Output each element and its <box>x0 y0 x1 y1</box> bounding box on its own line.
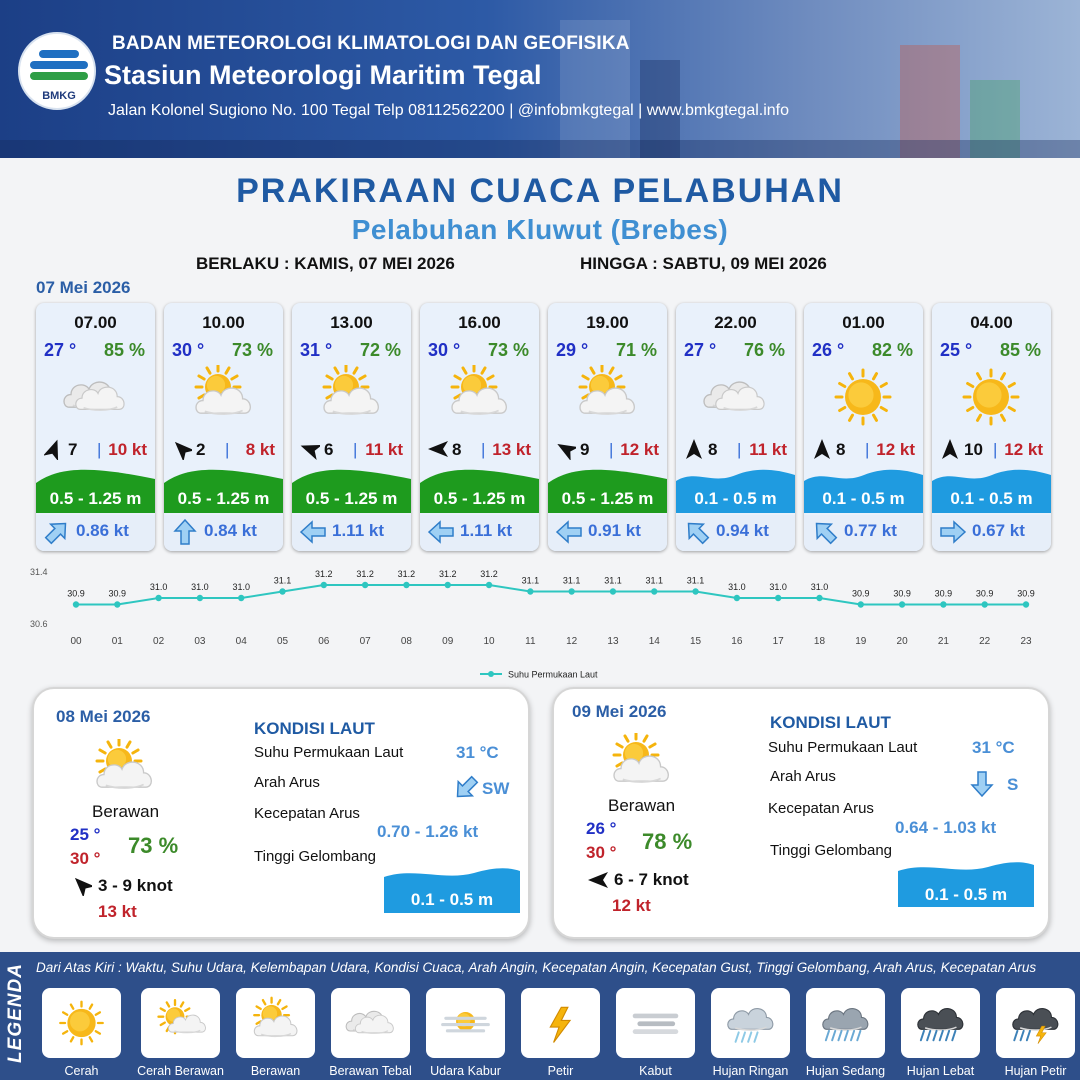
current-direction-icon <box>940 519 966 545</box>
sst-data-point <box>114 601 120 607</box>
sst-data-label: 31.0 <box>728 582 746 592</box>
wind-direction-icon <box>940 438 960 460</box>
hourly-card <box>36 303 155 551</box>
day2-panel <box>32 687 530 939</box>
wind-direction-icon <box>812 438 832 460</box>
sst-series-line <box>76 585 1026 605</box>
sst-data-point <box>568 588 574 594</box>
valid-from: BERLAKU : KAMIS, 07 MEI 2026 <box>196 254 455 273</box>
wind-speed: 9 <box>580 440 590 459</box>
berawan-icon <box>316 365 386 429</box>
berawan-tebal-icon <box>60 365 130 429</box>
legend-item <box>901 988 980 1078</box>
day2-wind-speed: 3 - 9 knot <box>98 876 173 895</box>
wind-speed: 6 <box>324 440 334 459</box>
wind-direction-icon <box>44 438 64 460</box>
forecast-time: 01.00 <box>842 313 885 332</box>
wave-height: 0.1 - 0.5 m <box>694 489 777 508</box>
day3-wave-label: Tinggi Gelombang <box>770 842 893 859</box>
x-tick-label: 07 <box>359 636 371 647</box>
chart-legend-label: Suhu Permukaan Laut <box>508 669 598 680</box>
current-row <box>36 515 155 551</box>
sst-data-label: 31.2 <box>315 569 333 579</box>
day3-current-speed: 0.64 - 1.03 kt <box>895 818 997 837</box>
legend-item <box>996 988 1075 1078</box>
separator-bar: | <box>737 440 742 459</box>
day3-temp-min: 26 ° <box>586 819 617 838</box>
hujan-ringan-icon <box>723 996 778 1050</box>
sst-data-label: 31.1 <box>604 575 622 586</box>
cerah-icon <box>54 996 109 1050</box>
separator-bar: | <box>225 440 230 459</box>
day3-condition: Berawan <box>608 796 676 815</box>
wind-speed: 8 <box>836 440 846 459</box>
air-temperature: 30 ° <box>172 340 205 360</box>
day2-gust: 13 kt <box>98 902 137 921</box>
x-tick-label: 16 <box>731 636 743 647</box>
current-speed: 0.86 kt <box>76 521 129 540</box>
hourly-card <box>932 303 1051 551</box>
x-tick-label: 12 <box>566 636 578 647</box>
separator-bar: | <box>865 440 870 459</box>
legend-label: Udara Kabur <box>430 1064 501 1078</box>
current-direction-icon <box>556 519 582 545</box>
day2-current-speed-label: Kecepatan Arus <box>254 805 360 822</box>
current-row <box>676 515 795 551</box>
humidity: 72 % <box>359 340 401 360</box>
legend-icon-box <box>42 988 121 1058</box>
gust-speed: 13 kt <box>492 440 531 459</box>
humidity: 73 % <box>231 340 273 360</box>
legend-label: Berawan <box>250 1064 301 1078</box>
day2-condition: Berawan <box>92 802 160 821</box>
sst-data-label: 30.9 <box>975 588 994 599</box>
legend-side-label <box>2 956 30 1080</box>
air-temperature: 27 ° <box>684 340 717 360</box>
forecast-time: 10.00 <box>202 313 245 332</box>
day2-current-direction: SW <box>482 779 510 798</box>
x-tick-label: 04 <box>235 636 247 647</box>
x-tick-label: 02 <box>153 636 165 647</box>
valid-to: HINGGA : SABTU, 09 MEI 2026 <box>580 254 827 273</box>
sst-data-point <box>445 582 451 588</box>
gust-speed: 10 kt <box>108 440 147 459</box>
wind-direction-icon <box>556 438 576 460</box>
legend-label: Hujan Petir <box>1004 1064 1067 1078</box>
legend-icon-box <box>426 988 505 1058</box>
day2-current-direction-icon <box>452 775 480 801</box>
day1-date: 07 Mei 2026 <box>36 278 131 297</box>
current-direction-icon <box>300 519 326 545</box>
forecast-time: 19.00 <box>586 313 629 332</box>
hujan-lebat-icon <box>913 996 968 1050</box>
sst-data-label: 31.0 <box>191 582 209 592</box>
day2-temp-min: 25 ° <box>70 825 101 844</box>
humidity: 85 % <box>999 340 1041 360</box>
sst-data-label: 30.9 <box>893 588 911 599</box>
x-tick-label: 13 <box>607 636 619 647</box>
udara-kabur-icon <box>438 996 493 1050</box>
sst-data-label: 30.9 <box>934 588 953 599</box>
sst-data-point <box>279 588 285 594</box>
current-direction-icon <box>172 519 198 545</box>
legend-item <box>426 988 505 1078</box>
day2-sst-value: 31 °C <box>456 743 499 762</box>
x-tick-label: 18 <box>813 636 826 647</box>
berawan-tebal-icon <box>343 996 398 1050</box>
kabut-icon <box>628 996 683 1050</box>
humidity: 82 % <box>871 340 913 360</box>
legend-label: Hujan Lebat <box>906 1064 975 1078</box>
current-row <box>932 515 1051 551</box>
legend <box>0 952 1080 1080</box>
wind-speed: 8 <box>452 440 462 459</box>
bmkg-logo <box>18 32 96 110</box>
air-temperature: 26 ° <box>812 340 845 360</box>
current-direction-icon <box>812 519 838 545</box>
sst-data-point <box>858 601 864 607</box>
legend-icon-box <box>806 988 885 1058</box>
sst-data-label: 30.9 <box>852 588 870 599</box>
y-tick-label: 31.4 <box>30 567 48 577</box>
sst-chart <box>28 566 1058 684</box>
day3-gust: 12 kt <box>612 896 651 915</box>
sst-data-label: 30.9 <box>1017 588 1035 599</box>
page-title: PRAKIRAAN CUACA PELABUHAN <box>236 172 844 210</box>
legend-item <box>521 988 600 1078</box>
separator-bar: | <box>97 440 102 459</box>
sst-data-point <box>734 595 740 601</box>
legend-icon-box <box>141 988 220 1058</box>
forecast-time: 04.00 <box>970 313 1013 332</box>
current-speed: 0.94 kt <box>716 521 769 540</box>
wind-direction-icon <box>684 438 704 460</box>
sst-data-label: 31.2 <box>438 569 457 579</box>
separator-bar: | <box>353 440 358 459</box>
day3-weather-icon <box>606 733 676 797</box>
station-name: Stasiun Meteorologi Maritim Tegal <box>104 60 542 90</box>
org-name: BADAN METEOROLOGI KLIMATOLOGI DAN GEOFISIKA <box>112 33 630 54</box>
x-tick-label: 08 <box>400 636 412 647</box>
forecast-time: 13.00 <box>330 313 373 332</box>
gust-speed: 11 kt <box>365 440 403 459</box>
legend-item <box>236 988 315 1078</box>
air-temperature: 31 ° <box>300 340 333 360</box>
hourly-card <box>676 303 795 551</box>
forecast-time: 22.00 <box>714 313 757 332</box>
current-speed: 1.11 kt <box>460 521 512 540</box>
day2-current-dir-label: Arah Arus <box>254 774 320 791</box>
sst-data-point <box>321 582 327 588</box>
wave-height: 0.5 - 1.25 m <box>433 489 526 508</box>
sst-data-point <box>981 601 987 607</box>
legend-label: Petir <box>547 1064 574 1078</box>
sst-data-point <box>816 595 822 601</box>
legend-item <box>711 988 790 1078</box>
day3-wave-height: 0.1 - 0.5 m <box>924 885 1008 904</box>
legend-item <box>329 988 412 1078</box>
day2-wind-direction-icon <box>72 874 92 896</box>
wave-height: 0.1 - 0.5 m <box>950 489 1033 508</box>
current-speed: 0.84 kt <box>204 521 257 540</box>
day2-wave-height: 0.1 - 0.5 m <box>410 890 494 909</box>
sst-data-point <box>1023 601 1029 607</box>
forecast-time: 07.00 <box>74 313 117 332</box>
current-speed: 0.67 kt <box>972 521 1025 540</box>
current-direction-icon <box>684 519 710 545</box>
legend-item <box>137 988 224 1078</box>
wind-speed: 2 <box>196 440 206 459</box>
day2-date: 08 Mei 2026 <box>56 707 151 726</box>
gust-speed: 12 kt <box>876 440 915 459</box>
legend-icon-box <box>236 988 315 1058</box>
day3-sea-condition-heading: KONDISI LAUT <box>770 713 891 732</box>
legend-label: Cerah Berawan <box>137 1064 224 1078</box>
legend-label: Hujan Sedang <box>805 1064 886 1078</box>
hujan-petir-icon <box>1008 996 1063 1050</box>
sst-data-label: 30.9 <box>108 588 127 599</box>
sst-data-label: 31.2 <box>397 569 416 579</box>
cerah-icon <box>828 365 898 429</box>
day3-wind-speed: 6 - 7 knot <box>614 870 689 889</box>
cerah-icon <box>956 365 1026 429</box>
wind-direction-icon <box>300 438 320 460</box>
sst-data-point <box>692 588 698 594</box>
x-tick-label: 10 <box>483 636 495 647</box>
hourly-card <box>548 303 667 551</box>
hourly-card <box>804 303 923 551</box>
day2-sea-condition-heading: KONDISI LAUT <box>254 719 375 738</box>
sst-data-point <box>238 595 244 601</box>
x-tick-label: 21 <box>937 636 949 647</box>
sst-data-point <box>940 601 946 607</box>
berawan-icon <box>444 365 514 429</box>
air-temperature: 27 ° <box>44 340 77 360</box>
berawan-icon <box>248 996 303 1050</box>
x-tick-label: 00 <box>70 636 82 647</box>
sst-data-label: 30.9 <box>67 588 85 599</box>
day2-sst-label: Suhu Permukaan Laut <box>254 744 404 761</box>
gust-speed: 12 kt <box>1004 440 1043 459</box>
header-banner <box>0 0 1080 158</box>
separator-bar: | <box>609 440 614 459</box>
x-tick-label: 01 <box>111 636 123 647</box>
legend-icon-box <box>711 988 790 1058</box>
legend-icon-box <box>521 988 600 1058</box>
humidity: 73 % <box>487 340 529 360</box>
x-tick-label: 22 <box>979 636 991 647</box>
day3-temp-max: 30 ° <box>586 843 617 862</box>
legend-label: Kabut <box>639 1064 672 1078</box>
legend-label: Hujan Ringan <box>712 1064 789 1078</box>
day2-weather-icon <box>89 739 159 803</box>
x-tick-label: 23 <box>1020 636 1032 647</box>
wave-height: 0.5 - 1.25 m <box>561 489 654 508</box>
sst-data-point <box>155 595 161 601</box>
sst-data-point <box>197 595 203 601</box>
sst-data-point <box>775 595 781 601</box>
legend-label: Cerah <box>64 1064 99 1078</box>
day3-wind-direction-icon <box>588 869 608 891</box>
forecast-time: 16.00 <box>458 313 501 332</box>
sst-data-point <box>527 588 533 594</box>
gust-speed: 11 kt <box>749 440 787 459</box>
sst-data-label: 31.1 <box>562 575 581 586</box>
current-direction-icon <box>428 519 454 545</box>
day3-humidity: 78 % <box>642 829 693 854</box>
sst-data-label: 31.0 <box>810 582 829 592</box>
chart-legend-marker <box>488 671 494 677</box>
x-tick-label: 20 <box>896 636 908 647</box>
cerah-berawan-icon <box>153 996 208 1050</box>
legend-item <box>805 988 886 1078</box>
sst-data-point <box>899 601 905 607</box>
current-direction-icon <box>44 519 70 545</box>
day3-current-direction-icon <box>968 771 996 797</box>
wind-speed: 7 <box>68 440 78 459</box>
day3-sst-value: 31 °C <box>972 738 1015 757</box>
x-tick-label: 05 <box>276 636 289 647</box>
sst-data-label: 31.2 <box>480 569 498 579</box>
logo-text: BMKG <box>42 90 76 102</box>
sst-data-label: 31.0 <box>232 582 250 592</box>
gust-speed: 12 kt <box>620 440 659 459</box>
current-row <box>164 515 283 551</box>
sst-data-label: 31.0 <box>769 582 787 592</box>
current-speed: 0.91 kt <box>588 521 641 540</box>
day2-current-speed: 0.70 - 1.26 kt <box>377 822 479 841</box>
page-subtitle: Pelabuhan Kluwut (Brebes) <box>351 214 729 245</box>
wind-speed: 8 <box>708 440 718 459</box>
legend-label: Berawan Tebal <box>329 1064 412 1078</box>
sst-data-label: 31.1 <box>645 575 664 586</box>
sst-data-point <box>486 582 492 588</box>
day3-sst-label: Suhu Permukaan Laut <box>768 739 918 756</box>
humidity: 76 % <box>743 340 785 360</box>
sst-data-point <box>73 601 79 607</box>
current-speed: 1.11 kt <box>332 521 384 540</box>
day3-panel <box>552 687 1050 939</box>
x-tick-label: 06 <box>318 636 330 647</box>
wave-height: 0.5 - 1.25 m <box>49 489 142 508</box>
hourly-card <box>164 303 283 551</box>
sst-data-point <box>362 582 368 588</box>
air-temperature: 30 ° <box>428 340 461 360</box>
air-temperature: 29 ° <box>556 340 589 360</box>
hourly-card <box>420 303 539 551</box>
x-tick-label: 11 <box>525 636 536 647</box>
legend-item <box>42 988 121 1078</box>
legend-icon-box <box>901 988 980 1058</box>
day3-current-dir-label: Arah Arus <box>770 768 836 785</box>
legend-title: LEGENDA <box>5 963 26 1063</box>
day3-current-direction: S <box>1007 775 1019 794</box>
wave-height: 0.5 - 1.25 m <box>305 489 398 508</box>
day2-temp-max: 30 ° <box>70 849 101 868</box>
air-temperature: 25 ° <box>940 340 973 360</box>
wind-direction-icon <box>172 438 192 460</box>
day3-date: 09 Mei 2026 <box>572 702 667 721</box>
x-tick-label: 17 <box>772 636 784 647</box>
legend-item <box>616 988 695 1078</box>
x-tick-label: 15 <box>690 636 702 647</box>
day2-wave-label: Tinggi Gelombang <box>254 848 377 865</box>
legend-description: Dari Atas Kiri : Waktu, Suhu Udara, Kelembapan Udara, Kondisi Cuaca, Arah Angin, Kecepatan Angin, Kecepatan Gust, Tinggi Gelombang, Arah Arus, Kecepatan Arus <box>36 960 1037 975</box>
x-tick-label: 03 <box>194 636 206 647</box>
sst-data-label: 31.0 <box>149 582 168 592</box>
current-row <box>548 515 667 551</box>
humidity: 85 % <box>103 340 145 360</box>
station-address: Jalan Kolonel Sugiono No. 100 Tegal Telp 08112562200 | @infobmkgtegal | www.bmkgtegal.info <box>108 102 790 119</box>
sst-data-point <box>403 582 409 588</box>
wind-speed: 10 <box>964 440 983 459</box>
wave-height: 0.5 - 1.25 m <box>177 489 270 508</box>
y-tick-label: 30.6 <box>30 619 48 629</box>
petir-icon <box>533 996 588 1050</box>
current-row <box>292 515 411 551</box>
separator-bar: | <box>993 440 998 459</box>
sst-data-label: 31.1 <box>521 575 540 586</box>
wave-height: 0.1 - 0.5 m <box>822 489 905 508</box>
day2-humidity: 73 % <box>128 833 179 858</box>
legend-icon-box <box>331 988 410 1058</box>
sst-data-point <box>610 588 616 594</box>
sst-data-label: 31.1 <box>273 575 292 586</box>
sst-data-label: 31.2 <box>356 569 374 579</box>
berawan-tebal-icon <box>700 365 770 429</box>
x-tick-label: 19 <box>855 636 867 647</box>
day3-current-speed-label: Kecepatan Arus <box>768 800 874 817</box>
x-tick-label: 09 <box>442 636 454 647</box>
berawan-icon <box>572 365 642 429</box>
berawan-icon <box>188 365 258 429</box>
separator-bar: | <box>481 440 486 459</box>
current-row <box>804 515 923 551</box>
current-speed: 0.77 kt <box>844 521 897 540</box>
sst-data-point <box>651 588 657 594</box>
x-tick-label: 14 <box>648 636 660 647</box>
legend-icon-box <box>996 988 1075 1058</box>
legend-icon-box <box>616 988 695 1058</box>
hourly-card <box>292 303 411 551</box>
sst-data-label: 31.1 <box>686 575 705 586</box>
hujan-sedang-icon <box>818 996 873 1050</box>
current-row <box>420 515 539 551</box>
humidity: 71 % <box>615 340 657 360</box>
wind-direction-icon <box>428 438 448 460</box>
gust-speed: 8 kt <box>245 440 275 459</box>
